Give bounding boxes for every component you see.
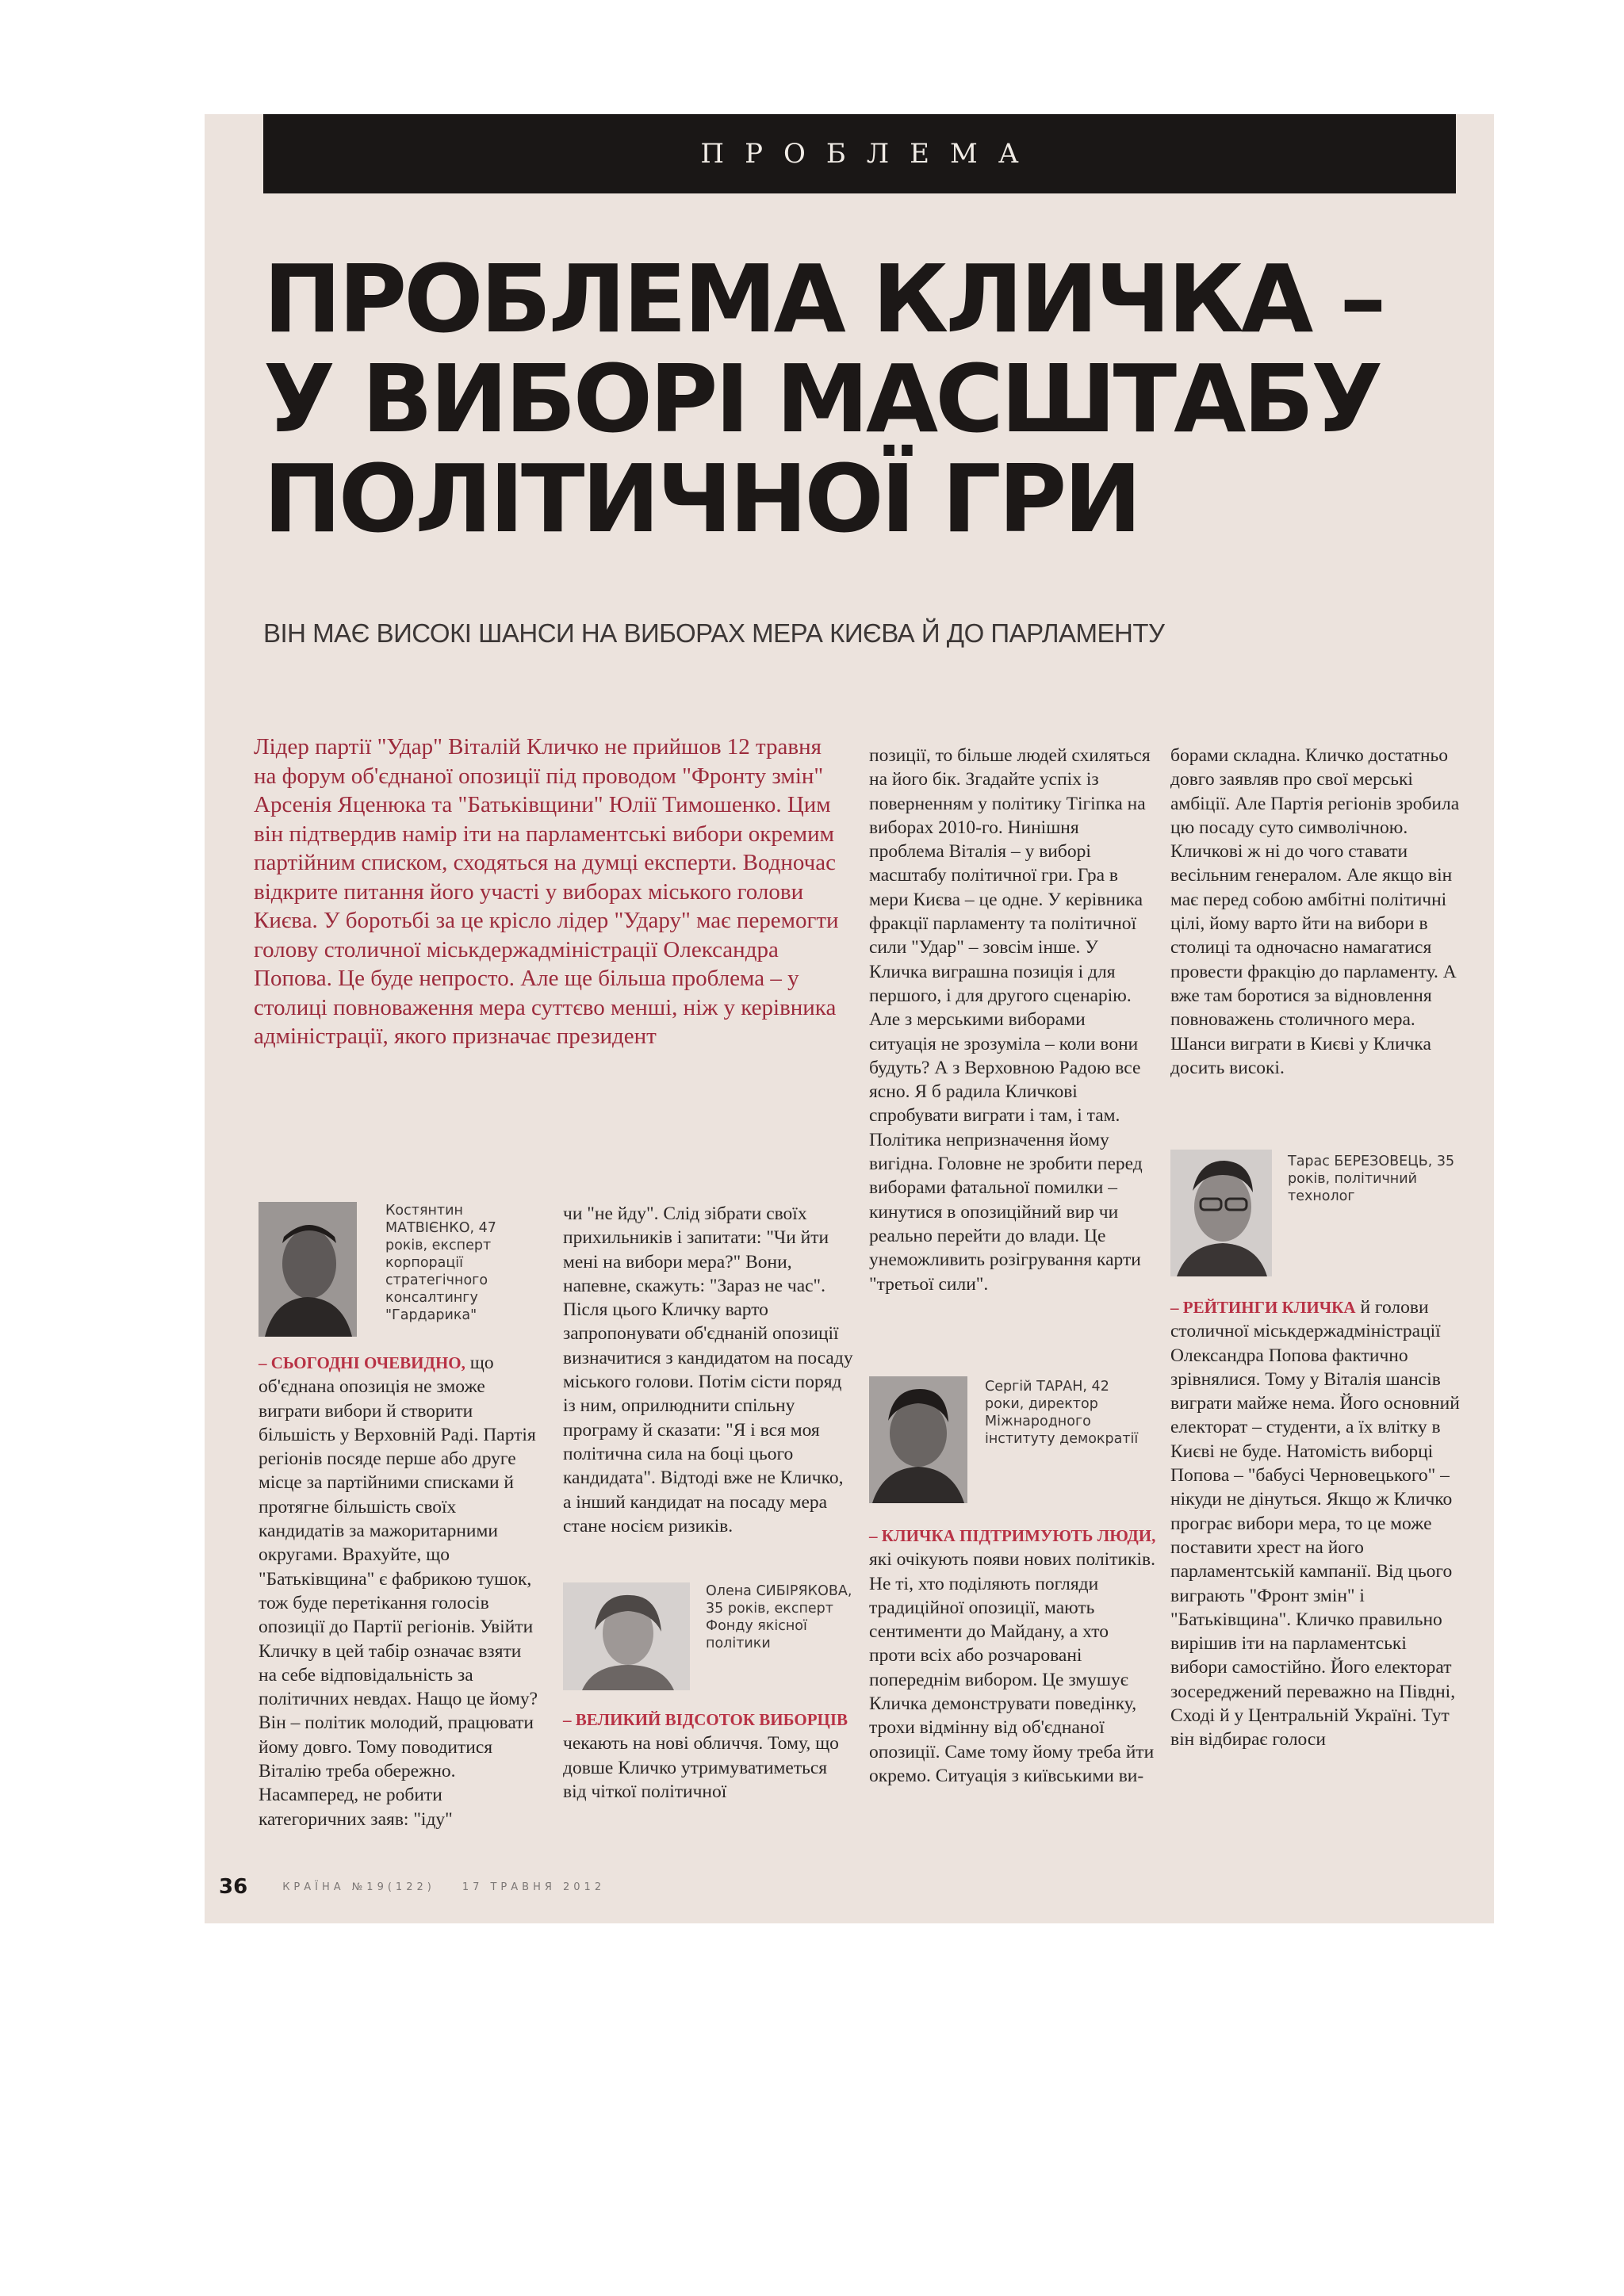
sybiriakova-photo (563, 1582, 690, 1690)
section-label: ПРОБЛЕМА (700, 138, 1040, 170)
column-4-top (1170, 744, 1465, 1080)
issue-date: 17 ТРАВНЯ 2012 (462, 1881, 606, 1893)
matvienko-photo (259, 1202, 357, 1337)
berezovets-photo (1170, 1150, 1272, 1276)
taran-text: які очікують появи нових політиків. Не ті, хто поділяють погляди традиційної опозиції, мають сентименти до Майдану, а хто проти всіх або розчаровані попереднім вибором. Це змушує Кличка демонструвати поведінку, трохи відмінну від об'єднаної опозиції. Саме тому йому треба йти окремо. Ситуація з київськими ви- (869, 1549, 1155, 1786)
lead-paragraph: Лідер партії "Удар" Віталій Кличко не прийшов 12 травня на форум об'єднаної опозиції під проводом "Фронту змін" Арсенія Яценюка та "Батьківщини" Юлії Тимошенко. Цим він підтвердив намір іти на парламентські вибори окремим партійним списком, сходяться на думці експерти. Водночас відкрите питання його участі у виборах міського голови Києва. У боротьбі за це крісло лідер "Удару" має перемогти голову столичної міськдержадміністрації Олександра Попова. Це буде непросто. Але ще більша проблема – у столиці повноваження мера суттєво менші, ніж у керівника адміністрації, якого призначає президент (254, 734, 839, 1049)
taran-quote-continued: борами складна. Кличко достатньо довго заявляв про свої мерські амбіції. Але Партія регіонів зробила цю посаду суто символічною. Кличкові ж ні до чого ставати весільним генералом. Але якщо він має перед собою амбітні політичні цілі, йому варто йти на вибори в столиці та одночасно намагатися провести фракцію до парламенту. А вже там боротися за відновлення повноважень столичного мера. Шанси виграти в Києві у Кличка досить високі. (1170, 745, 1460, 1078)
berezovets-quote (1170, 1295, 1465, 1752)
sybiriakova-quote-end: Політика непризначення йому вигідна. Головне не зробити перед виборами фатальної помилки – кинутися в опозиційний вир чи реально перейти до влади. Це унеможливить розігрування карти "третьої сили". (869, 1129, 1143, 1295)
matvienko-caption: Костянтин МАТВІЄНКО, 47 років, експерт корпорації стратегічного консалтингу "Гардарика" (385, 1203, 496, 1323)
magazine-issue: КРАЇНА №19(122) (282, 1881, 435, 1893)
section-banner (263, 114, 1456, 193)
headline-line-1: ПРОБЛЕМА КЛИЧКА – (263, 244, 1384, 354)
sybiriakova-quote (563, 1708, 853, 1804)
headline-line-3: ПОЛІТИЧНОЇ ГРИ (263, 444, 1139, 553)
headline-line-2: У ВИБОРІ МАСШТАБУ (263, 344, 1381, 453)
sybiriakova-kicker: – ВЕЛИКИЙ ВІДСОТОК ВИБОРЦІВ (563, 1710, 848, 1729)
page-number: 36 (219, 1875, 248, 1899)
magazine-page (205, 114, 1494, 1923)
taran-caption: Сергій ТАРАН, 42 роки, директор Міжнародного інституту демократії (985, 1379, 1139, 1447)
column-3-top (869, 744, 1156, 1296)
matvienko-text: що об'єднана опозиція не зможе виграти вибори й створити більшість у Верховній Раді. Партія регіонів посяде перше або друге місце за партійними списками й протягне більшість своїх кандидатів за мажоритарними округами. Врахуйте, що "Батьківщина" є фабрикою тушок, тож буде перетікання голосів опозиції до Партії регіонів. Увійти Кличку в цей табір означає взяти на себе відповідальність за політичних невдах. Нащо це йому? Він – політик молодий, працювати йому довго. Тому поводитися Віталію треба обережно. Насамперед, не робити категоричних заяв: "іду" (259, 1353, 538, 1830)
berezovets-text: й голови столичної міськдержадміністрації Олександра Попова фактично зрівнялися. Тому у Віталія шансів виграти майже нема. Його основний електорат – студенти, а їх влітку в Києві не буде. Натомість виборці Попова – "бабусі Черновецького" – нікуди не дінуться. Якщо ж Кличко програє вибори мера, то це може поставити хрест на його парламентській кампанії. Від цього виграють "Фронт змін" і "Батьківщина". Кличко правильно вирішив іти на парламентські вибори самостійно. Його електорат зосереджений переважно на Півдні, Сході й у Центральній Україні. Тут він відбирає голоси (1170, 1297, 1460, 1751)
matvienko-quote (259, 1351, 541, 1831)
portrait-icon (259, 1202, 357, 1337)
berezovets-caption: Тарас БЕРЕЗОВЕЦЬ, 35 років, політичний технолог (1288, 1154, 1455, 1204)
taran-kicker: – КЛИЧКА ПІДТРИМУЮТЬ ЛЮДИ, (869, 1526, 1156, 1545)
page-footer (219, 1871, 933, 1903)
berezovets-kicker: – РЕЙТИНГИ КЛИЧКА (1170, 1298, 1356, 1317)
sybiriakova-text: чекають на нові обличчя. Тому, що довше Кличко утримуватиметься від чіткої політичної (563, 1733, 839, 1802)
portrait-icon (869, 1376, 967, 1503)
portrait-icon (563, 1582, 690, 1690)
matvienko-quote-continued: чи "не йду". Слід зібрати своїх прихильників і запитати: "Чи йти мені на вибори мера?" Вони, напевне, скажуть: "Зараз не час". Після цього Кличку варто запропонувати об'єднаній опозиції визначитися з кандидатом на посаду міського голови. Потім сісти поряд із ним, оприлюднити спільну програму й сказати: "Я і вся моя політична сила на боці цього кандидата". Відтоді вже не Кличко, а інший кандидат на посаду мера стане носієм ризиків. (563, 1203, 853, 1536)
subheadline: ВІН МАЄ ВИСОКІ ШАНСИ НА ВИБОРАХ МЕРА КИЄВА Й ДО ПАРЛАМЕНТУ (263, 618, 1165, 648)
portrait-icon (1170, 1150, 1272, 1276)
sybiriakova-quote-continued: позиції, то більше людей схиляться на його бік. Згадайте успіх із поверненням у політику Тігіпка на виборах 2010-го. Нинішня проблема Віталія – у виборі масштабу політичної гри. Гра в мери Києва – це одне. У керівника фракції парламенту та політичної сили "Удар" – зовсім інше. У Кличка виграшна позиція і для першого, і для другого сценарію. Але з мерськими виборами ситуація не зрозуміла – коли вони будуть? А з Верховною Радою все ясно. Я б радила Кличкові спробувати виграти і там, і там. (869, 745, 1151, 1127)
taran-quote (869, 1524, 1159, 1788)
taran-photo (869, 1376, 967, 1503)
sybiriakova-caption: Олена СИБІРЯКОВА, 35 років, експерт Фонду якісної політики (706, 1583, 852, 1651)
headline (263, 244, 1469, 553)
matvienko-kicker: – СЬОГОДНІ ОЧЕВИДНО, (259, 1353, 465, 1372)
